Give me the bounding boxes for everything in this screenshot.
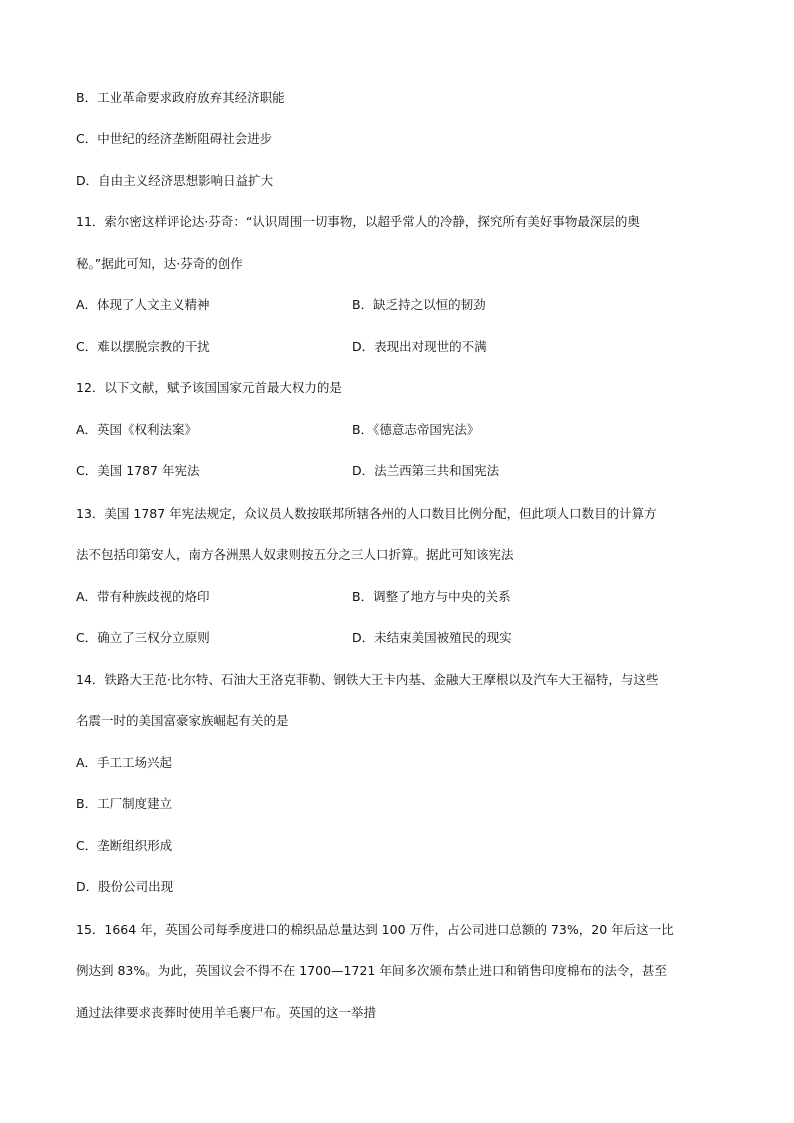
q14-option-a: A．手工工场兴起	[76, 755, 173, 770]
q12-option-a: A．英国《权利法案》	[76, 422, 198, 437]
q15-stem-line1: 15．1664 年，英国公司每季度进口的棉织品总量达到 100 万件，占公司进口总额的 73%，20 年后这一比	[76, 922, 674, 937]
q15-stem-line2: 例达到 83%。为此，英国议会不得不在 1700—1721 年间多次颁布禁止进口和销售印度棉布的法令，甚至	[76, 963, 667, 978]
q13-option-a: A．带有种族歧视的烙印	[76, 589, 210, 604]
q11-stem-line2: 秘。”据此可知，达·芬奇的创作	[76, 256, 243, 271]
q14-stem-line2: 名震一时的美国富豪家族崛起有关的是	[76, 713, 289, 728]
q10-option-b: B．工业革命要求政府放弃其经济职能	[76, 90, 285, 105]
q12-option-b: B．《德意志帝国宪法》	[352, 422, 480, 437]
q13-stem-line2: 法不包括印第安人，南方各洲黑人奴隶则按五分之三人口折算。据此可知该宪法	[76, 547, 514, 562]
q11-option-c: C．难以摆脱宗教的干扰	[76, 339, 210, 354]
q11-stem-line1: 11．索尔密这样评论达·芬奇：“认识周围一切事物，以超乎常人的冷静，探究所有美好事物最深层的奥	[76, 214, 640, 229]
q13-option-c: C．确立了三权分立原则	[76, 630, 210, 645]
q14-option-b: B．工厂制度建立	[76, 796, 173, 811]
q15-stem-line3: 通过法律要求丧葬时使用羊毛裹尸布。英国的这一举措	[76, 1005, 377, 1020]
q13-stem-line1: 13．美国 1787 年宪法规定，众议员人数按联邦所辖各州的人口数目比例分配，但此项人口数目的计算方	[76, 506, 657, 521]
q12-option-c: C．美国 1787 年宪法	[76, 463, 200, 478]
q13-option-d: D．未结束美国被殖民的现实	[352, 630, 512, 645]
q10-option-d: D．自由主义经济思想影响日益扩大	[76, 173, 274, 188]
q14-option-c: C．垄断组织形成	[76, 838, 173, 853]
q12-stem: 12．以下文献，赋予该国国家元首最大权力的是	[76, 380, 342, 395]
q12-option-d: D．法兰西第三共和国宪法	[352, 463, 500, 478]
q11-option-b: B．缺乏持之以恒的韧劲	[352, 297, 486, 312]
q13-option-b: B．调整了地方与中央的关系	[352, 589, 511, 604]
q11-option-d: D．表现出对现世的不满	[352, 339, 487, 354]
q10-option-c: C．中世纪的经济垄断阻碍社会进步	[76, 131, 273, 146]
q14-stem-line1: 14．铁路大王范·比尔特、石油大王洛克菲勒、钢铁大王卡内基、金融大王摩根以及汽车大王福特，与这些	[76, 672, 659, 687]
q11-option-a: A．体现了人文主义精神	[76, 297, 210, 312]
q14-option-d: D．股份公司出现	[76, 879, 174, 894]
